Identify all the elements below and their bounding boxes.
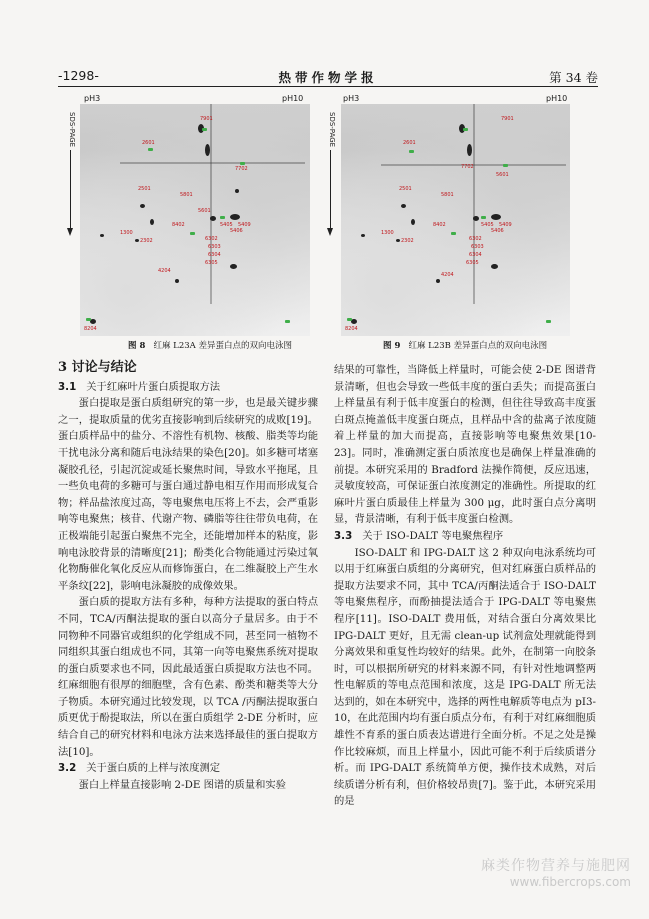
fig9-spot-label: 8402 — [433, 222, 446, 228]
watermark — [481, 855, 631, 889]
fig8-spot-label: 2601 — [142, 140, 155, 146]
paragraph: ISO-DALT 和 IPG-DALT 这 2 种双向电泳系统均可以用于红麻蛋白质组的分离研究，但对红麻蛋白质样品的提取方法要求不同，其中 TCA/丙酮法适合于 ISO-DALT 等电聚焦程序，而酚抽提法适合于 IPG-DALT 等电聚焦程序[11]。ISO-DALT 费用低，对结合蛋白分离效果比 IPG-DALT 更好，且无需 clean-up 试剂盒处理就能得到分离效果和重复性均较好的结果。此外，在制第一向胶条时，可以根据所研究的材料来源不同，有针对性地调整两性电解质的等电点范围和浓度，这是 IPG-DALT 所无法达到的，如在本研究中，选择的两性电解质等电点为 pI3-10，在此范围内均有蛋白质点分布，有利于对红麻细胞质雄性不育系的蛋白质表达谱进行全面分析。不足之处是操作比较麻烦，而且上样量小，因此可能不利于后续质谱分析。而 IPG-DALT 系统简单方便，操作技术成熟，对后续质谱分析有利，但价格较昂贵[7]。鉴于此，本研究采用的是 — [334, 546, 596, 808]
fig8-spot-label: 2302 — [140, 238, 153, 244]
fig8-spot-label: 7702 — [235, 166, 248, 172]
fig9-spot-label: 5601 — [496, 172, 509, 178]
right-column — [334, 362, 596, 810]
fig9-spot-label: 6302 — [469, 236, 482, 242]
fig9-spot-label: 6304 — [469, 252, 482, 258]
subsection-title: 关于蛋白质的上样与浓度测定 — [86, 762, 221, 775]
fig9-spot-label: 4204 — [441, 272, 454, 278]
fig9-spot-label: 6303 — [471, 244, 484, 250]
fig9-spot-label: 2302 — [401, 238, 414, 244]
fig8-caption-num: 图 8 — [128, 341, 146, 351]
fig8-spot-label: 6302 — [205, 236, 218, 242]
fig8-axis-arrowhead — [67, 228, 73, 236]
subsection-title: 关于 ISO-DALT 等电聚焦程序 — [362, 529, 504, 542]
fig8-spot-label: 6305 — [205, 260, 218, 266]
watermark-line2: www.fibercrops.com — [509, 875, 631, 889]
fig8-gel-image — [80, 104, 310, 336]
fig8-spot-label: 8204 — [84, 326, 97, 332]
fig8-spot-label: 7901 — [200, 116, 213, 122]
fig9-spot-label: 5409 — [499, 222, 512, 228]
fig8-spot-label: 2501 — [138, 186, 151, 192]
subsection-3-3 — [334, 528, 596, 545]
fig8-axis-arrow — [70, 150, 71, 230]
fig8-axis-label: SDS-PAGE — [68, 112, 76, 148]
subsection-num: 3.3 — [334, 529, 353, 542]
left-column — [58, 360, 318, 793]
subsection-num: 3.1 — [58, 380, 77, 393]
subsection-3-2 — [58, 760, 318, 777]
subsection-title: 关于红麻叶片蛋白质提取方法 — [86, 380, 221, 393]
paragraph: 结果的可靠性，当降低上样量时，可能会使 2-DE 图谱背景清晰，但也会导致一些低丰度的蛋白丢失；而提高蛋白上样量虽有利于低丰度蛋白的检测，但往往导致高丰度蛋白斑点掩盖低丰度蛋白斑点，且样品中含的盐离子浓度随着上样量的加大而提高，直接影响等电聚焦效果[10-23]。同时，准确测定蛋白质浓度也是确保上样量准确的前提。本研究采用的 Bradford 法操作简便，反应迅速，灵敏度较高，可保证蛋白浓度测定的准确性。所提取的红麻叶片蛋白质最佳上样量为 300 μg，此时蛋白点分离明显，背景清晰，有利于低丰度蛋白检测。 — [334, 364, 596, 526]
fig9-spot-label: 7702 — [461, 164, 474, 170]
header-rule — [58, 86, 598, 87]
journal-title: 热带作物学报 — [278, 70, 378, 85]
fig9-spot-label: 7901 — [501, 116, 514, 122]
fig8-spot-label: 6304 — [208, 252, 221, 258]
fig9-spot-label: 8204 — [345, 326, 358, 332]
subsection-num: 3.2 — [58, 762, 77, 775]
fig9-spot-label: 2601 — [403, 140, 416, 146]
watermark-line1: 麻类作物营养与施肥网 — [481, 858, 631, 874]
fig8-spot-label: 5601 — [198, 208, 211, 214]
fig9-axis-arrow — [330, 150, 331, 230]
fig8-spot-label: 8402 — [172, 222, 185, 228]
paragraph: 蛋白质的提取方法有多种，每种方法提取的蛋白特点不同，TCA/丙酮法提取的蛋白以高分子量居多。由于不同物种不同器官或组织的化学组成不同，甚至同一植物不同组织其蛋白组成也不同，其第一向等电聚焦系统对提取的蛋白质要求也不同，因此最适蛋白质提取方法也不同。红麻细胞有很厚的细胞壁，含有色素、酚类和糖类等大分子物质。本研究通过比较发现，以 TCA /丙酮法提取蛋白质更优于酚提取法，所以在蛋白质组学 2-DE 分析时，应结合自己的研究材料和电泳方法来选择最佳的蛋白提取方法[10]。 — [58, 596, 318, 758]
fig9-gel-image — [341, 104, 570, 336]
fig9-axis-label: SDS-PAGE — [328, 112, 336, 148]
section-title: 3 讨论与结论 — [58, 360, 137, 375]
fig9-caption-text: 红麻 L23B 差异蛋白点的双向电泳图 — [408, 341, 548, 351]
fig8-spot-label: 5405 — [220, 222, 233, 228]
running-header — [58, 68, 598, 86]
fig8-spot-label: 5406 — [230, 228, 243, 234]
fig9-spot-label: 5406 — [491, 228, 504, 234]
fig8-spot-label: 1300 — [120, 230, 133, 236]
paragraph: 蛋白上样量直接影响 2-DE 图谱的质量和实验 — [78, 778, 286, 791]
fig9-spot-label: 5405 — [481, 222, 494, 228]
fig9-ph-right: pH10 — [546, 94, 568, 103]
page-number: -1298- — [58, 68, 99, 83]
fig8-ph-left: pH3 — [84, 94, 101, 103]
fig8-spot-label: 6303 — [208, 244, 221, 250]
fig8-caption-text: 红麻 L23A 差异蛋白点的双向电泳图 — [153, 341, 292, 351]
fig8-ph-right: pH10 — [282, 94, 304, 103]
fig9-caption-num: 图 9 — [383, 341, 401, 351]
fig8-spot-label: 5801 — [180, 192, 193, 198]
fig8-spot-label: 5409 — [238, 222, 251, 228]
fig8-spot-label: 4204 — [158, 268, 171, 274]
fig8-caption — [128, 339, 292, 351]
volume-label: 第 34 卷 — [549, 70, 598, 85]
fig9-axis-arrowhead — [327, 228, 333, 236]
fig9-ph-left: pH3 — [343, 94, 360, 103]
fig9-caption — [383, 339, 547, 351]
fig9-spot-label: 5801 — [441, 192, 454, 198]
fig9-spot-label: 6305 — [466, 260, 479, 266]
paragraph: 蛋白提取是蛋白质组研究的第一步，也是最关键步骤之一，提取质量的优劣直接影响到后续研究的成败[19]。蛋白质样品中的盐分、不溶性有机物、核酸、脂类等均能干扰电泳分离和随后电泳结果的染色[20]。如多糖可堵塞凝胶孔径，引起沉淀或延长聚焦时间，导致水平拖尾，且一些负电荷的多糖可与蛋白通过静电相互作用而形成复合物；样品盐浓度过高，等电聚焦电压将上不去，会严重影响等电聚焦；核苷、代谢产物、磷脂等往往带负电荷，在正极端能引起蛋白聚焦不完全，还能增加样本的粘度，影响电泳胶背景的清晰度[21]；酚类化合物能通过污染过氧化物酶催化氧化反应从而修饰蛋白，在二维凝胶上产生水平条纹[22]，影响电泳凝胶的成像效果。 — [58, 397, 318, 592]
fig9-spot-label: 2501 — [399, 186, 412, 192]
subsection-3-1 — [58, 379, 318, 396]
fig9-spot-label: 1300 — [381, 230, 394, 236]
